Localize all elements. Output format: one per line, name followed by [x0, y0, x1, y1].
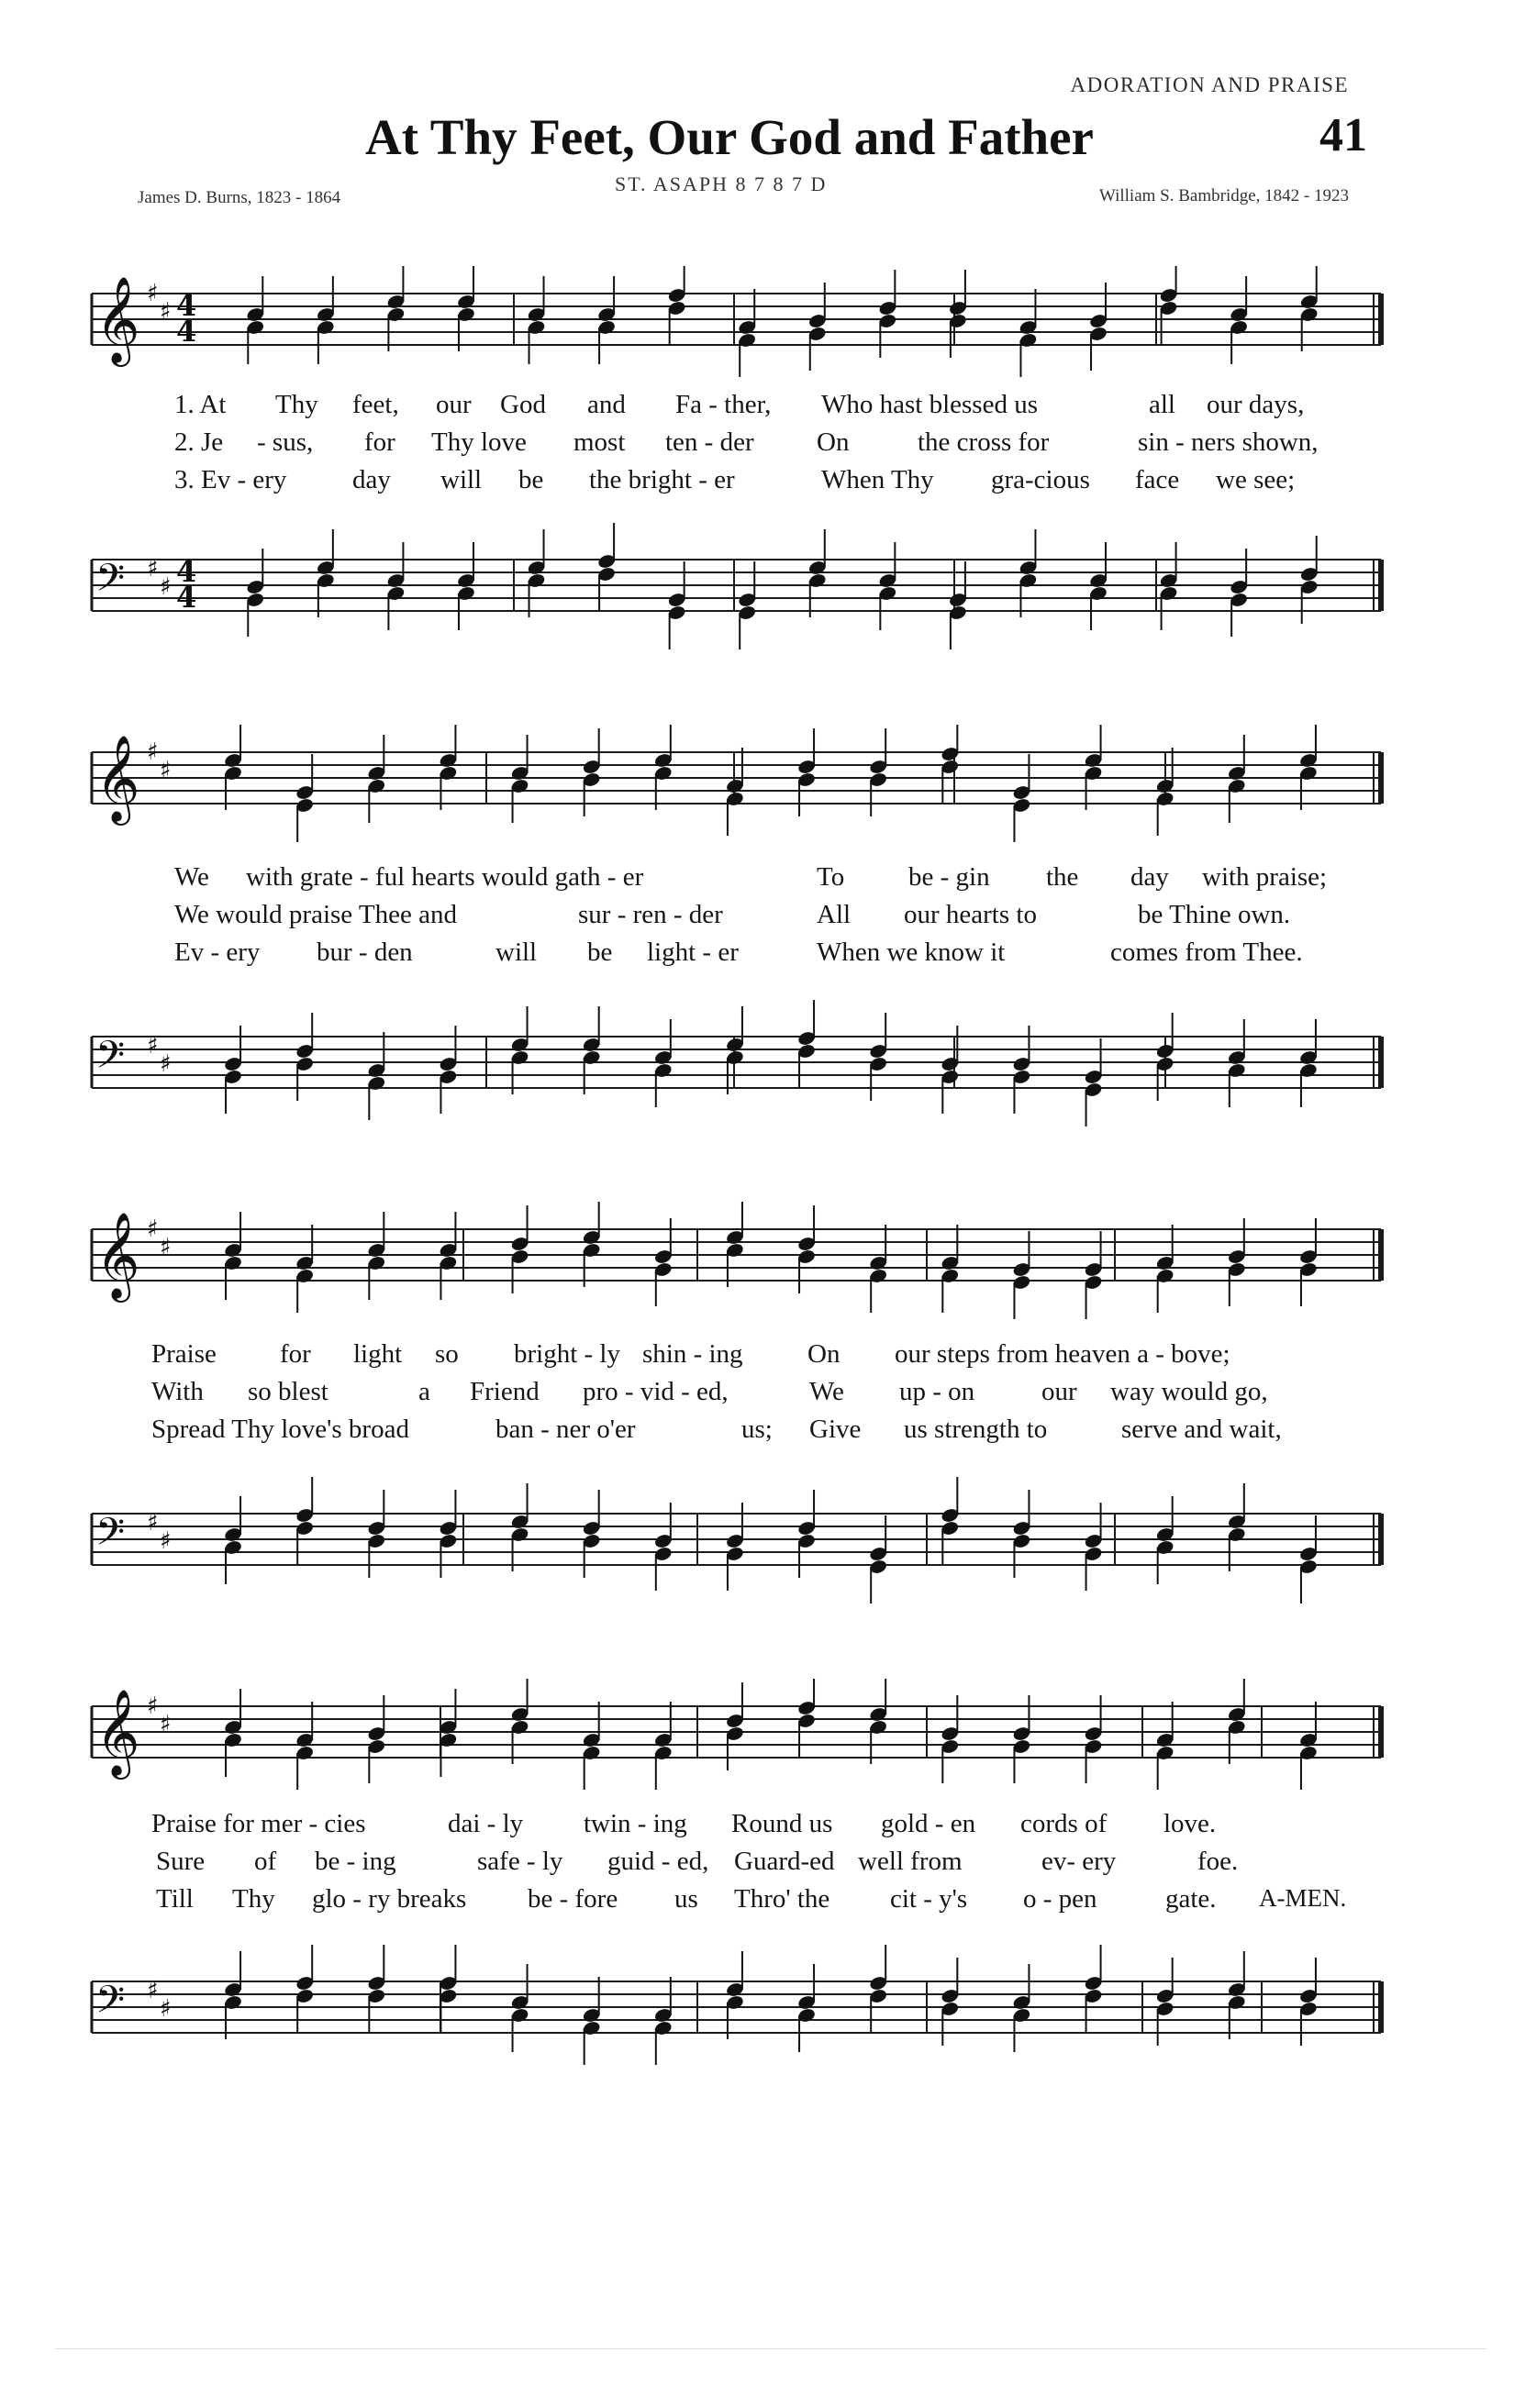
treble-clef-icon: 𝄞 — [95, 1212, 140, 1299]
treble-clef-icon: 𝄞 — [95, 735, 140, 822]
lyric-syllable: of — [254, 1847, 277, 1876]
bass-staff-3 — [0, 1459, 1514, 1624]
lyric-line — [0, 1415, 1514, 1451]
lyric-syllable: way would go, — [1110, 1377, 1268, 1406]
page-bottom-rule — [55, 2348, 1486, 2349]
lyric-syllable: Praise for mer - cies — [151, 1809, 366, 1838]
key-signature-sharp-icon: ♯ — [147, 1215, 159, 1243]
lyric-syllable: Sure — [156, 1847, 206, 1876]
lyric-syllable: serve and wait, — [1121, 1415, 1282, 1444]
lyric-syllable: Till — [156, 1884, 194, 1914]
lyric-syllable: Fa - ther, — [675, 390, 772, 419]
treble-clef-icon: 𝄞 — [95, 1689, 140, 1776]
key-signature-sharp-icon: ♯ — [147, 1032, 159, 1060]
lyric-syllable: for — [364, 427, 395, 457]
note-chord — [386, 266, 406, 351]
lyric-syllable: 1. At — [174, 390, 227, 419]
note-chord — [869, 1679, 888, 1764]
note-chord — [1084, 1503, 1103, 1591]
bass-clef-icon: 𝄢 — [95, 1510, 126, 1563]
lyric-line — [0, 427, 1514, 464]
section-heading: ADORATION AND PRAISE — [1070, 73, 1349, 96]
bass-staff-4 — [0, 1926, 1514, 2092]
lyric-syllable: ban - ner o'er — [495, 1415, 636, 1444]
lyric-line — [0, 1884, 1514, 1921]
lyric-syllable: comes from Thee. — [1110, 938, 1303, 967]
lyric-syllable: will — [440, 465, 483, 494]
note-chord — [667, 561, 686, 649]
note-chord — [941, 1026, 960, 1114]
note-chord — [1084, 725, 1103, 810]
lyric-syllable: so blest — [248, 1377, 328, 1406]
lyric-syllable: our — [436, 390, 472, 419]
lyric-line — [0, 465, 1514, 502]
lyric-syllable: face — [1135, 465, 1180, 494]
lyric-syllable: God — [500, 390, 546, 419]
note-chord — [1227, 1679, 1246, 1764]
treble-staff-3 — [0, 1202, 1514, 1339]
time-signature-digit: 4 — [176, 288, 197, 323]
note-chord — [439, 1026, 458, 1114]
lyric-syllable: dai - ly — [448, 1809, 524, 1838]
key-signature-sharp-icon: ♯ — [160, 1050, 172, 1078]
lyric-syllable: Thy — [232, 1884, 275, 1914]
note-chord — [223, 1026, 242, 1114]
treble-staff-1 — [0, 266, 1514, 404]
lyric-syllable: the — [1046, 862, 1079, 892]
note-chord — [367, 1695, 386, 1783]
lyric-line — [0, 1339, 1514, 1376]
treble-clef-icon: 𝄞 — [95, 276, 140, 363]
lyric-syllable: sin - ners shown, — [1138, 427, 1319, 457]
lyric-syllable: be — [587, 938, 613, 967]
lyric-syllable: day — [1130, 862, 1169, 892]
lyric-syllable: When we know it — [817, 938, 1006, 967]
key-signature-sharp-icon: ♯ — [160, 298, 172, 326]
lyric-syllable: be - ing — [315, 1847, 396, 1876]
lyric-syllable: Give — [809, 1415, 862, 1444]
lyric-syllable: so — [435, 1339, 459, 1369]
lyric-syllable: sur - ren - der — [578, 900, 723, 929]
note-chord — [1084, 1231, 1103, 1319]
lyric-syllable: Praise — [151, 1339, 217, 1369]
lyric-syllable: cords of — [1020, 1809, 1108, 1838]
key-signature-sharp-icon: ♯ — [147, 1977, 159, 2004]
lyric-syllable: be - fore — [528, 1884, 618, 1914]
note-chord — [1084, 1038, 1103, 1126]
note-chord — [653, 725, 673, 810]
note-chord — [807, 283, 827, 371]
lyric-syllable: All — [817, 900, 852, 929]
lyric-syllable: safe - ly — [477, 1847, 563, 1876]
tune-name-meter: ST. ASAPH 8 7 8 7 D — [615, 172, 828, 195]
lyric-syllable: all — [1149, 390, 1175, 419]
key-signature-sharp-icon: ♯ — [160, 1995, 172, 2023]
lyric-syllable: Thro' the — [734, 1884, 830, 1914]
lyricist-credit: James D. Burns, 1823 - 1864 — [138, 188, 341, 207]
note-chord — [738, 561, 757, 649]
lyric-line — [0, 1847, 1514, 1883]
lyric-syllable: ev- ery — [1041, 1847, 1117, 1876]
lyric-syllable: the bright - er — [589, 465, 735, 494]
note-chord — [295, 754, 315, 842]
note-chord — [948, 561, 967, 649]
treble-staff-2 — [0, 725, 1514, 862]
lyric-syllable: 2. Je — [174, 427, 224, 457]
lyric-line — [0, 1377, 1514, 1414]
lyric-syllable: our days, — [1207, 390, 1305, 419]
note-chord — [223, 725, 242, 810]
lyric-syllable: glo - ry breaks — [312, 1884, 467, 1914]
lyric-syllable: o - pen — [1023, 1884, 1097, 1914]
lyric-syllable: our steps from heaven a - bove; — [895, 1339, 1230, 1369]
lyric-syllable: light — [353, 1339, 403, 1369]
note-chord — [439, 725, 458, 810]
note-chord — [1012, 1026, 1031, 1114]
lyric-syllable: When Thy — [821, 465, 934, 494]
hymn-number: 41 — [1319, 109, 1367, 161]
lyric-syllable: be Thine own. — [1138, 900, 1291, 929]
key-signature-sharp-icon: ♯ — [160, 573, 172, 601]
lyric-syllable: Round us — [731, 1809, 833, 1838]
lyric-syllable: light - er — [647, 938, 739, 967]
lyric-syllable: be — [518, 465, 544, 494]
key-signature-sharp-icon: ♯ — [160, 1527, 172, 1555]
lyric-syllable: Thy love — [431, 427, 527, 457]
lyric-syllable: gold - en — [881, 1809, 976, 1838]
key-signature-sharp-icon: ♯ — [147, 1692, 159, 1720]
lyric-syllable: well from — [858, 1847, 963, 1876]
amen-label: A-MEN. — [1259, 1884, 1347, 1912]
lyric-syllable: us — [674, 1884, 698, 1914]
bass-clef-icon: 𝄢 — [95, 556, 126, 609]
lyric-syllable: with praise; — [1202, 862, 1328, 892]
note-chord — [1298, 1218, 1318, 1306]
key-signature-sharp-icon: ♯ — [147, 1509, 159, 1537]
bass-staff-1 — [0, 505, 1514, 670]
lyric-syllable: Ev - ery — [174, 938, 261, 967]
lyric-syllable: twin - ing — [584, 1809, 687, 1838]
lyric-syllable: Spread Thy love's broad — [151, 1415, 409, 1444]
key-signature-sharp-icon: ♯ — [160, 1711, 172, 1738]
lyric-line — [0, 900, 1514, 937]
lyric-syllable: we see; — [1216, 465, 1296, 494]
lyric-syllable: us; — [741, 1415, 773, 1444]
note-chord — [246, 549, 265, 637]
note-chord — [1298, 725, 1318, 810]
lyric-syllable: with grate - ful hearts would gath - er — [246, 862, 644, 892]
note-chord — [1012, 1695, 1031, 1783]
note-chord — [1088, 283, 1108, 371]
key-signature-sharp-icon: ♯ — [160, 757, 172, 784]
lyric-syllable: We would praise Thee and — [174, 900, 457, 929]
treble-staff-4 — [0, 1679, 1514, 1816]
lyric-syllable: pro - vid - ed, — [583, 1377, 729, 1406]
lyric-syllable: Friend — [470, 1377, 540, 1406]
lyric-syllable: and — [587, 390, 626, 419]
lyric-syllable: ten - der — [665, 427, 754, 457]
lyric-line — [0, 390, 1514, 427]
bass-clef-icon: 𝄢 — [95, 1033, 126, 1086]
lyric-syllable: On — [807, 1339, 840, 1369]
lyric-syllable: be - gin — [908, 862, 990, 892]
lyric-syllable: our — [1041, 1377, 1077, 1406]
note-chord — [725, 1202, 744, 1287]
lyric-syllable: up - on — [899, 1377, 975, 1406]
bass-staff-2 — [0, 982, 1514, 1147]
note-chord — [1012, 754, 1031, 842]
lyric-syllable: We — [174, 862, 209, 892]
lyric-syllable: day — [352, 465, 391, 494]
key-signature-sharp-icon: ♯ — [160, 1234, 172, 1261]
key-signature-sharp-icon: ♯ — [147, 280, 159, 307]
lyric-syllable: To — [817, 862, 845, 892]
time-signature-digit: 4 — [176, 314, 197, 349]
hymn-title: At Thy Feet, Our God and Father — [365, 109, 1094, 165]
lyric-syllable: most — [573, 427, 626, 457]
note-chord — [1084, 1695, 1103, 1783]
note-chord — [725, 1503, 744, 1591]
lyric-syllable: a — [418, 1377, 430, 1406]
lyric-syllable: feet, — [352, 390, 399, 419]
lyric-syllable: bur - den — [317, 938, 413, 967]
time-signature-digit: 4 — [176, 580, 197, 615]
lyric-syllable: - sus, — [257, 427, 314, 457]
lyric-syllable: will — [495, 938, 538, 967]
lyric-syllable: With — [151, 1377, 204, 1406]
lyric-syllable: gra-cious — [991, 465, 1090, 494]
note-chord — [1229, 549, 1248, 637]
lyric-syllable: our hearts to — [904, 900, 1037, 929]
time-signature-digit: 4 — [176, 554, 197, 589]
note-chord — [653, 1503, 673, 1591]
lyric-syllable: bright - ly — [514, 1339, 620, 1369]
bass-clef-icon: 𝄢 — [95, 1978, 126, 2031]
lyric-syllable: gate. — [1165, 1884, 1217, 1914]
lyric-syllable: Who hast blessed us — [821, 390, 1038, 419]
note-chord — [510, 1679, 529, 1764]
note-chord — [1299, 266, 1319, 351]
note-chord — [1298, 1515, 1318, 1603]
note-chord — [456, 266, 475, 351]
lyric-syllable: guid - ed, — [607, 1847, 709, 1876]
note-chord — [1227, 1218, 1246, 1306]
lyric-syllable: foe. — [1197, 1847, 1239, 1876]
lyric-line — [0, 1809, 1514, 1846]
note-chord — [653, 1218, 673, 1306]
key-signature-sharp-icon: ♯ — [147, 555, 159, 583]
lyric-syllable: us strength to — [904, 1415, 1048, 1444]
note-chord — [869, 1515, 888, 1603]
lyric-syllable: love. — [1163, 1809, 1217, 1838]
lyric-line — [0, 938, 1514, 974]
lyric-syllable: Thy — [275, 390, 318, 419]
lyric-syllable: for — [280, 1339, 311, 1369]
note-chord — [941, 1695, 960, 1783]
lyric-syllable: Guard-ed — [734, 1847, 835, 1876]
lyric-syllable: On — [817, 427, 850, 457]
lyric-syllable: shin - ing — [642, 1339, 743, 1369]
lyric-line — [0, 862, 1514, 899]
lyric-syllable: the cross for — [918, 427, 1050, 457]
lyric-syllable: cit - y's — [890, 1884, 968, 1914]
key-signature-sharp-icon: ♯ — [147, 738, 159, 766]
lyric-syllable: We — [809, 1377, 844, 1406]
lyric-syllable: 3. Ev - ery — [174, 465, 287, 494]
note-chord — [1012, 1231, 1031, 1319]
note-chord — [582, 1202, 601, 1287]
composer-credit: William S. Bambridge, 1842 - 1923 — [1098, 186, 1349, 205]
